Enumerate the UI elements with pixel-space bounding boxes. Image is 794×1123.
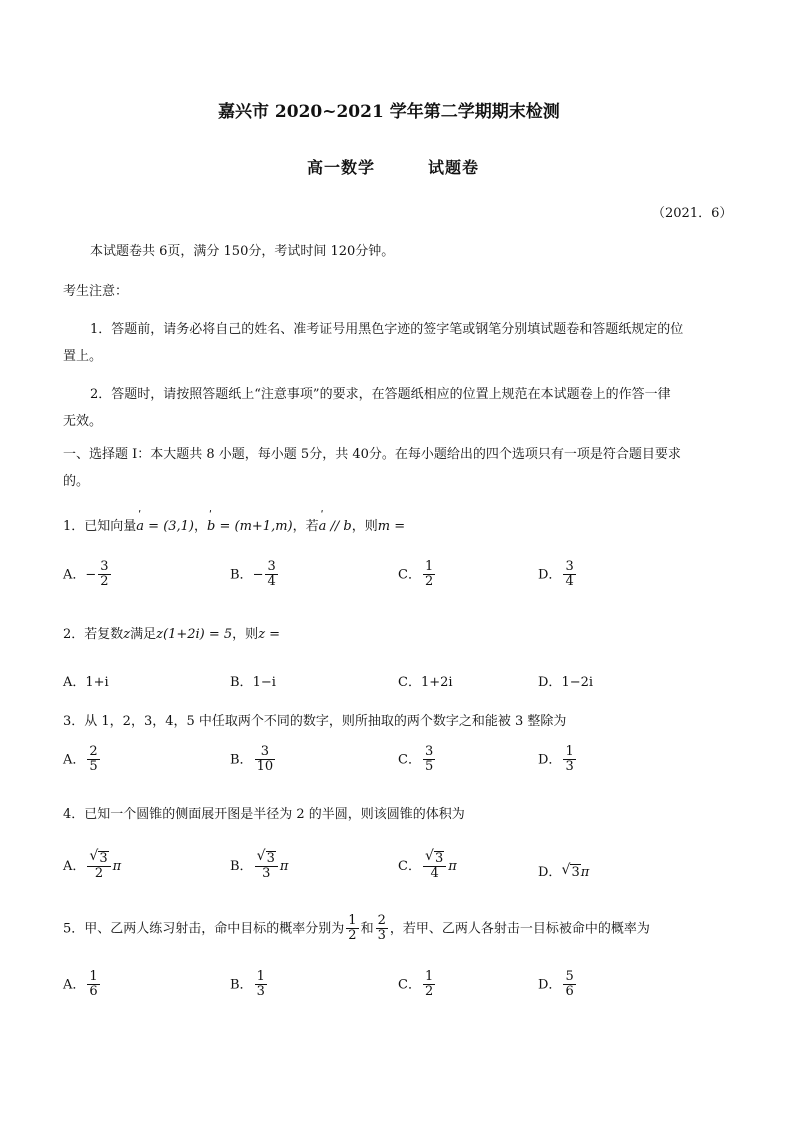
q1-cond-prefix: ，若 — [292, 519, 319, 534]
denominator: 3 — [565, 759, 574, 775]
option-label: D． — [538, 865, 562, 880]
q4-option-a[interactable] — [63, 851, 121, 882]
option-sign: − — [252, 567, 264, 583]
q5-option-c[interactable] — [398, 970, 437, 1000]
fraction — [563, 745, 575, 775]
q5-option-a[interactable] — [63, 970, 102, 1000]
numerator: 1 — [89, 969, 98, 984]
fraction — [423, 851, 446, 882]
option-label: A． — [63, 858, 86, 874]
denominator: 4 — [267, 574, 276, 590]
denominator: 5 — [424, 759, 434, 775]
radicand: 3 — [434, 851, 444, 866]
question-3: 3．从 1，2，3，4，5 中任取两个不同的数字，则所抽取的两个数字之和能被 3 整除为 — [63, 714, 567, 729]
denominator: 6 — [565, 984, 574, 1000]
numerator — [87, 851, 110, 867]
fraction — [376, 914, 388, 944]
q1-ask: m = — [377, 519, 406, 534]
notice-1-line-1: 1．答题前，请务必将自己的姓名、准考证号用黑色字迹的签字笔或钢笔分别填试题卷和答题纸规定的位 — [90, 322, 684, 337]
denominator: 5 — [89, 759, 98, 775]
q2-equation: z(1+2i) = 5 — [156, 627, 233, 642]
option-label: A． — [63, 977, 86, 993]
q4-option-b[interactable] — [230, 851, 288, 882]
q4-option-d[interactable] — [538, 861, 589, 880]
q1-option-a[interactable] — [63, 560, 113, 590]
option-label: A． — [63, 752, 86, 768]
fraction — [423, 970, 435, 1000]
denominator: 2 — [424, 574, 434, 590]
q3-option-c[interactable] — [398, 745, 437, 775]
numerator: 3 — [100, 559, 109, 574]
option-label: D． — [538, 752, 562, 768]
q2-tail: ，则 — [232, 627, 259, 642]
q1-vector-a: ˈ a = (3,1) — [136, 519, 194, 534]
notice-2-line-1: 2．答题时，请按照答题纸上“注意事项”的要求，在答题纸相应的位置上规范在本试题卷上的作答一律 — [90, 387, 671, 402]
radicand: 3 — [99, 851, 108, 866]
denominator: 2 — [94, 866, 104, 882]
numerator: 5 — [565, 969, 574, 984]
option-text: 1+i — [85, 675, 109, 690]
option-text: 1−2i — [561, 675, 594, 690]
fraction — [563, 560, 575, 590]
q1-prefix: 1．已知向量 — [63, 519, 137, 534]
fraction — [563, 970, 575, 1000]
q5-and: 和 — [360, 921, 374, 937]
q2-prefix: 2．若复数 — [63, 627, 124, 642]
numerator: 1 — [565, 744, 574, 759]
q1-tail: ，则 — [351, 519, 378, 534]
denominator: 3 — [256, 984, 265, 1000]
denominator: 10 — [256, 759, 274, 775]
sqrt-symbol — [89, 851, 108, 866]
denominator: 4 — [430, 866, 439, 882]
q1-condition: ˈ a // b — [319, 519, 352, 534]
option-label: A． — [63, 675, 86, 690]
option-label: B． — [230, 977, 253, 993]
radicand: 3 — [571, 865, 580, 880]
fraction — [423, 560, 435, 590]
pi-symbol: π — [448, 858, 457, 874]
fraction — [346, 914, 358, 944]
fraction — [87, 851, 110, 882]
numerator: 2 — [89, 744, 98, 759]
notice-1-line-2: 置上。 — [63, 349, 103, 364]
pi-symbol: π — [112, 858, 122, 874]
option-label: D． — [538, 567, 562, 583]
option-text: 1+2i — [420, 675, 453, 690]
section-heading-line-2: 的。 — [63, 474, 90, 489]
q2-var: z — [123, 627, 131, 642]
notice-label: 考生注意： — [63, 284, 129, 299]
fraction — [255, 851, 278, 882]
q2-option-c[interactable] — [398, 671, 453, 690]
q1-vector-b: ˈ b = (m+1,m) — [207, 519, 293, 534]
option-label: B． — [230, 752, 253, 768]
q5-tail: ，若甲、乙两人各射击一目标被命中的概率为 — [389, 921, 650, 937]
denominator: 2 — [424, 984, 434, 1000]
pi-symbol: π — [279, 858, 289, 874]
numerator: 1 — [424, 559, 434, 574]
fraction — [255, 745, 276, 775]
q5-prefix: 5．甲、乙两人练习射击，命中目标的概率分别为 — [63, 921, 345, 937]
exam-title: 嘉兴市 2020~2021 学年第二学期期末检测 — [218, 102, 560, 122]
pi-symbol: π — [580, 865, 590, 880]
option-sign: − — [85, 567, 97, 583]
section-heading-line-1: 一、选择题 I：本大题共 8 小题，每小题 5分，共 40分。在每小题给出的四个选项只有一项是符合题目要求 — [63, 447, 681, 462]
numerator: 3 — [424, 744, 434, 759]
q2-option-a[interactable] — [63, 671, 109, 690]
q1-option-d[interactable] — [538, 560, 578, 590]
denominator: 3 — [262, 866, 271, 882]
fraction — [423, 745, 435, 775]
fraction — [98, 560, 110, 590]
numerator — [255, 851, 278, 867]
question-1 — [63, 515, 405, 534]
exam-subtitle-subject: 高一数学 — [307, 158, 376, 177]
option-label: D． — [538, 977, 562, 993]
q1-sep: ， — [194, 519, 208, 534]
question-2 — [63, 623, 280, 642]
notice-2-line-2: 无效。 — [63, 414, 103, 429]
question-4: 4．已知一个圆锥的侧面展开图是半径为 2 的半圆，则该圆锥的体积为 — [63, 807, 465, 822]
option-label: A． — [63, 567, 86, 583]
option-label: B． — [230, 567, 253, 583]
numerator: 1 — [348, 913, 357, 928]
q5-option-b[interactable] — [230, 970, 269, 1000]
fraction — [265, 560, 277, 590]
q4-option-c[interactable] — [398, 851, 457, 882]
option-label: C． — [398, 675, 421, 690]
denominator: 6 — [89, 984, 98, 1000]
q2-mid: 满足 — [130, 627, 157, 642]
fraction — [87, 745, 99, 775]
sqrt-symbol — [425, 851, 444, 866]
q1-option-b[interactable] — [230, 560, 280, 590]
question-5 — [63, 914, 650, 944]
numerator — [423, 851, 446, 867]
exam-description: 本试题卷共 6页，满分 150分，考试时间 120分钟。 — [90, 244, 395, 259]
denominator: 4 — [565, 574, 574, 590]
q3-option-b[interactable] — [230, 745, 277, 775]
option-label: C． — [398, 752, 421, 768]
option-label: D． — [538, 675, 562, 690]
option-text: 1−i — [252, 675, 276, 690]
sqrt-symbol — [257, 851, 276, 866]
numerator: 1 — [424, 969, 434, 984]
q2-ask: z = — [258, 627, 281, 642]
numerator: 1 — [256, 969, 265, 984]
denominator: 3 — [377, 928, 386, 944]
q1-option-c[interactable] — [398, 560, 437, 590]
denominator: 2 — [100, 574, 109, 590]
exam-subtitle-paper: 试题卷 — [428, 158, 480, 177]
q2-option-d[interactable] — [538, 671, 593, 690]
q3-option-d[interactable] — [538, 745, 578, 775]
option-label: B． — [230, 675, 253, 690]
option-label: C． — [398, 567, 421, 583]
q5-option-d[interactable] — [538, 970, 578, 1000]
radicand: 3 — [266, 851, 275, 866]
denominator: 2 — [348, 928, 357, 944]
option-label: C． — [398, 977, 421, 993]
sqrt-symbol — [561, 864, 580, 880]
q3-option-a[interactable] — [63, 745, 102, 775]
numerator: 2 — [377, 913, 386, 928]
exam-date: （2021．6） — [652, 206, 733, 221]
fraction — [87, 970, 99, 1000]
option-label: C． — [398, 858, 421, 874]
option-label: B． — [230, 858, 253, 874]
numerator: 3 — [565, 559, 574, 574]
numerator: 3 — [267, 559, 276, 574]
fraction — [255, 970, 267, 1000]
numerator: 3 — [255, 745, 276, 760]
q2-option-b[interactable] — [230, 671, 276, 690]
